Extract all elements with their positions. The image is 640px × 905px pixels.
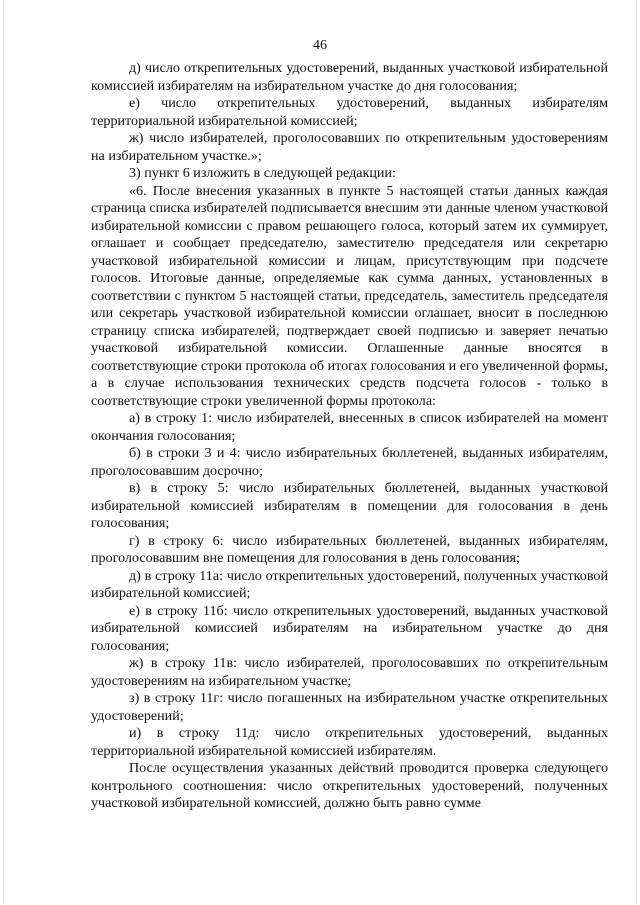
paragraph-row-5: в) в строку 5: число избирательных бюллетеней, выданных участковой избирательной комиссией избирателям в помещении для голосования в день голосования; [91, 480, 608, 531]
scan-edge-line [636, 0, 637, 905]
paragraph-row-6: г) в строку 6: число избирательных бюллетеней, выданных избирателям, проголосовавшим вне помещения для голосования в день голосования; [91, 532, 608, 566]
paragraph-clause-6: «6. После внесения указанных в пункте 5 настоящей статьи данных каждая страница списка избирателей подписывается внесшим эти данные членом участковой избирательной комиссии с правом решающего голоса, который затем их суммирует, оглашает и сообщает председателю, заместителю председателя или секретарю участковой избирательной комиссии и лицам, присутствующим при подсчете голосов. Итоговые данные, определяемые как сумма данных, установленных в соответствии с пунктом 5 настоящей статьи, председатель, заместитель председателя или секретарь участковой избирательной комиссии оглашает, вносит в последнюю страницу списка избирателей, подтверждает своей подписью и заверяет печатью участковой избирательной комиссии. Оглашенные данные вносятся в соответствующие строки протокола об итогах голосования и его увеличенной формы, а в случае использования технических средств подсчета голосов - только в соответствующие строки увеличенной формы протокола: [91, 182, 608, 409]
paragraph-item-d: д) число открепительных удостоверений, выданных участковой избирательной комиссией избирателям на избирательном участке до дня голосования; [91, 60, 608, 94]
paragraph-rows-3-4: б) в строки 3 и 4: число избирательных бюллетеней, выданных избирателям, проголосовавшим досрочно; [91, 445, 608, 479]
document-body [91, 60, 608, 813]
scan-edge-line [3, 0, 4, 905]
paragraph-item-e: е) число открепительных удостоверений, выданных избирателям территориальной избирательной комиссией; [91, 95, 608, 129]
paragraph-row-11b: е) в строку 11б: число открепительных удостоверений, выданных участковой избирательной комиссией избирателям на избирательном участке до дня голосования; [91, 602, 608, 654]
paragraph-point-3: 3) пункт 6 изложить в следующей редакции: [129, 165, 396, 181]
paragraph-row-11g: з) в строку 11г: число погашенных на избирательном участке открепительных удостоверений; [91, 690, 608, 724]
paragraph-row-11a: д) в строку 11а: число открепительных удостоверений, полученных участковой избирательной комиссией; [91, 567, 608, 601]
page-number: 46 [313, 38, 327, 53]
paragraph-row-11v: ж) в строку 11в: число избирателей, проголосовавших по открепительным удостоверениям на избирательном участке; [91, 655, 608, 689]
paragraph-row-1: а) в строку 1: число избирателей, внесенных в список избирателей на момент окончания голосования; [91, 410, 608, 444]
paragraph-item-zh: ж) число избирателей, проголосовавших по открепительным удостоверениям на избирательном участке.»; [91, 130, 608, 164]
paragraph-row-11d: и) в строку 11д: число открепительных удостоверений, выданных территориальной избирательной комиссией избирателям. [91, 725, 608, 759]
paragraph-control-check: После осуществления указанных действий проводится проверка следующего контрольного соотношения: число открепительных удостоверений, полученных участковой избирательной комиссией, должно быть равно сумме [91, 760, 608, 811]
